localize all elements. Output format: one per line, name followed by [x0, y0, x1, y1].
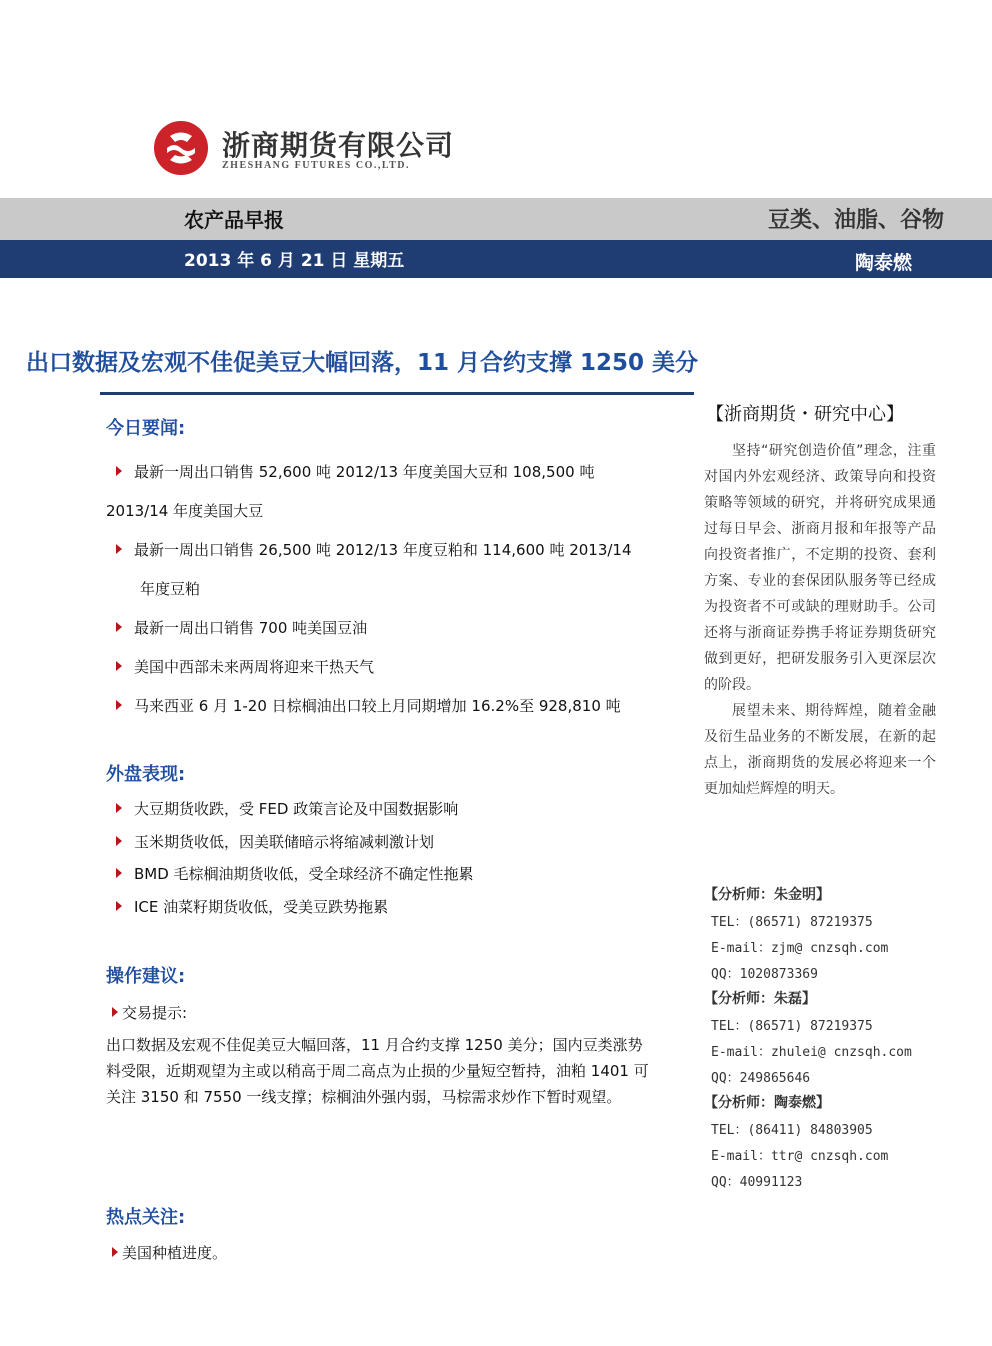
- foreign-item: ICE 油菜籽期货收低，受美豆跌势拖累: [116, 896, 388, 917]
- bullet-arrow-icon: [116, 868, 122, 878]
- news-item-continued: 年度豆粕: [140, 580, 201, 598]
- analyst-qq: QQ：1020873369: [711, 967, 818, 982]
- report-categories: 豆类、油脂、谷物: [767, 208, 944, 233]
- hotspot-section-title: 热点关注:: [106, 1207, 186, 1228]
- sidebar-title: 【浙商期货・研究中心】: [706, 404, 904, 425]
- analyst-tel: TEL：(86571) 87219375: [711, 1019, 873, 1034]
- bullet-arrow-icon: [116, 700, 122, 710]
- analyst-name: 【分析师：朱金明】: [704, 887, 830, 903]
- advice-section-title: 操作建议:: [106, 966, 186, 987]
- news-item-continued: 2013/14 年度美国大豆: [106, 502, 264, 520]
- analyst-email: E-mail：ttr@ cnzsqh.com: [711, 1149, 889, 1164]
- bullet-arrow-icon: [116, 622, 122, 632]
- bullet-arrow-icon: [116, 901, 122, 911]
- analyst-name: 【分析师：陶泰燃】: [704, 1095, 830, 1111]
- analyst-tel: TEL：(86571) 87219375: [711, 915, 873, 930]
- header-navy-bar: [0, 240, 992, 278]
- foreign-item: 大豆期货收跌，受 FED 政策言论及中国数据影响: [116, 798, 458, 819]
- company-name-cn: 浙商期货有限公司: [222, 129, 455, 162]
- news-section-title: 今日要闻:: [106, 418, 186, 439]
- company-name-en: ZHESHANG FUTURES CO.,LTD.: [222, 160, 410, 171]
- news-item: 最新一周出口销售 52,600 吨 2012/13 年度美国大豆和 108,500 吨: [116, 461, 594, 482]
- analyst-email: E-mail：zjm@ cnzsqh.com: [711, 941, 889, 956]
- foreign-section-title: 外盘表现:: [106, 764, 186, 785]
- sidebar-outlook: 展望未来、期待辉煌，随着金融及衍生品业务的不断发展，在新的起点上，浙商期货的发展必将迎来一个更加灿烂辉煌的明天。: [704, 703, 936, 797]
- news-item: 美国中西部未来两周将迎来干热天气: [116, 656, 374, 677]
- hotspot-item: 美国种植进度。: [112, 1242, 227, 1263]
- headline: 出口数据及宏观不佳促美豆大幅回落，11 月合约支撑 1250 美分: [26, 350, 699, 376]
- bullet-arrow-icon: [112, 1007, 118, 1017]
- analyst-name: 【分析师：朱磊】: [704, 991, 816, 1007]
- advice-text: 出口数据及宏观不佳促美豆大幅回落，11 月合约支撑 1250 美分；国内豆类涨势料受限，近期观望为主或以稍高于周二高点为止损的少量短空暂持，油粕 1401 可关注 3150 和 7550 一线支撑；棕榈油外强内弱，马棕需求炒作下暂时观望。: [106, 1036, 649, 1106]
- bullet-arrow-icon: [116, 803, 122, 813]
- report-date: 2013 年 6 月 21 日 星期五: [184, 251, 405, 271]
- news-item: 马来西亚 6 月 1-20 日棕榈油出口较上月同期增加 16.2%至 928,810 吨: [116, 695, 621, 716]
- analyst-tel: TEL：(86411) 84803905: [711, 1123, 873, 1138]
- foreign-item: BMD 毛棕榈油期货收低，受全球经济不确定性拖累: [116, 863, 474, 884]
- news-item: 最新一周出口销售 700 吨美国豆油: [116, 617, 367, 638]
- foreign-item: 玉米期货收低，因美联储暗示将缩减刺激计划: [116, 831, 434, 852]
- report-author: 陶泰燃: [854, 252, 912, 274]
- bullet-arrow-icon: [116, 544, 122, 554]
- company-logo-icon: [153, 120, 209, 176]
- analyst-email: E-mail：zhulei@ cnzsqh.com: [711, 1045, 912, 1060]
- analyst-qq: QQ：40991123: [711, 1175, 803, 1190]
- bullet-arrow-icon: [116, 661, 122, 671]
- bullet-arrow-icon: [116, 466, 122, 476]
- sidebar-intro: 坚持“研究创造价值”理念，注重对国内外宏观经济、政策导向和投资策略等领域的研究，并将研究成果通过每日早会、浙商月报和年报等产品向投资者推广，不定期的投资、套利方案、专业的套保团队服务等已经成为投资者不可或缺的理财助手。公司还将与浙商证券携手将证券期货研究做到更好，把研发服务引入更深层次的阶段。: [704, 443, 936, 693]
- analyst-qq: QQ：249865646: [711, 1071, 811, 1086]
- bullet-arrow-icon: [116, 836, 122, 846]
- news-item: 最新一周出口销售 26,500 吨 2012/13 年度豆粕和 114,600 吨 2013/14: [116, 539, 632, 560]
- trade-tip: 交易提示:: [112, 1002, 187, 1023]
- bullet-arrow-icon: [112, 1247, 118, 1257]
- headline-divider: [100, 392, 694, 395]
- report-type: 农产品早报: [184, 208, 284, 232]
